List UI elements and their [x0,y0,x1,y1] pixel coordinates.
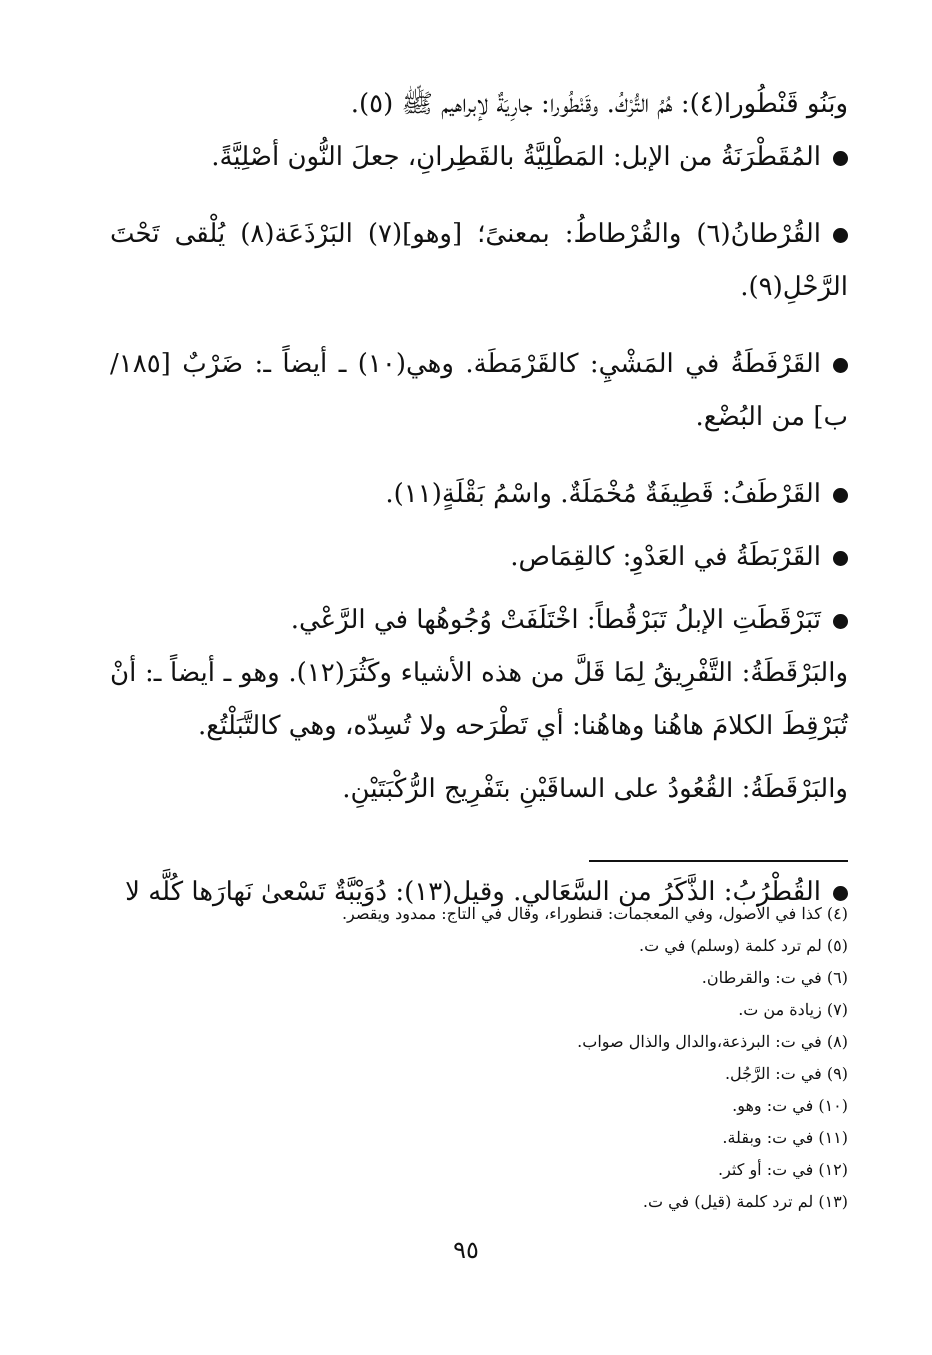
bullet-icon [833,228,848,243]
entry-text: والبَرْقَطَةُ: القُعُودُ على الساقَيْنِ بتَفْرِيج الرُّكْبَتَيْنِ. [342,774,848,804]
entry-tabarqata [110,594,848,647]
paragraph-continuation [110,78,848,131]
footnote-item: (٩) في ت: الرَّجُل. [724,1064,848,1083]
footnote-item: (١٢) في ت: أو كثر. [718,1160,848,1179]
entry-text: القَرْبَطَةُ في العَدْوِ: كالقِمَاص. [510,542,821,572]
entry-text: المُقَطْرَنَةُ من الإبل: المَطْلِيَّةُ بالقَطِرانِ، جعلَ النُّون أصْلِيَّةً. [211,142,821,172]
footnote-item: (٧) زيادة من ت. [738,1000,848,1019]
footnotes [110,898,848,1218]
footnote-item: (٦) في ت: والقرطان. [701,968,848,987]
footnote-item: (١٠) في ت: وهو. [732,1096,848,1115]
paragraph-text: وبَنُو قَنْطُورا(٤): هُمُ التُّرْكُ. وقَنْطُورا: جارِيَةٌ لإبراهيم ﷺ (٥). [350,89,848,119]
bullet-icon [833,551,848,566]
entry-qarfata [110,338,848,444]
bullet-icon [833,614,848,629]
entry-muqatrana [110,131,848,184]
footnote-item: (١١) في ت: وبقلة. [722,1128,848,1147]
footnote-item: (٨) في ت: البرذعة،والدال والذال صواب. [577,1032,848,1051]
entry-text: تَبَرْقَطَتِ الإبلُ تَبَرْقُطاً: اخْتَلَفَتْ وُجُوهُها في الرَّعْي. [290,605,821,635]
entry-text: القَرْفَطَةُ في المَشْيِ: كالقَرْمَطَة. وهي(١٠) ـ أيضاً ـ: ضَرْبٌ [١٨٥/ب] من البُضْع. [110,349,848,432]
entry-text: والبَرْقَطَةُ: التَّفْرِيقُ لِمَا قَلَّ من هذه الأشياء وكَثُرَ(١٢). وهو ـ أيضاً ـ: أنْ تُبَرْقِطَ الكلامَ هاهُنا وهاهُنا: أي تَطْرَحه ولا تُسِدّه، وهي كالتَّبَلْتُع. [110,658,848,741]
page-number: ٩٥ [453,1236,479,1264]
entry-text: القُطْرُبُ: الذَّكَرُ من السَّعَالي. وقيل(١٣): دُوَيْبَّةٌ تَسْعىٰ نَهارَها كُلَّه لا [125,877,821,907]
entry-text: القَرْطَفُ: قَطِيفَةٌ مُخْمَلَةٌ. واسْمُ بَقْلَةٍ(١١). [385,479,821,509]
bullet-icon [833,358,848,373]
entry-text: القُرْطانُ(٦) والقُرْطاطُ: بمعنىً؛ [وهو](٧) البَرْذَعَة(٨) يُلْقى تَحْتَ الرَّحْلِ(٩). [110,219,848,302]
bullet-icon [833,151,848,166]
main-text [110,78,848,919]
entry-qarbata [110,531,848,584]
footnote-item: (٥) لم ترد كلمة (وسلم) في ت. [639,936,848,955]
entry-barqata-2 [110,763,848,816]
footnote-item: (١٣) لم ترد كلمة (قيل) في ت. [642,1192,848,1211]
entry-barqata-1 [110,647,848,753]
footnote-divider [589,860,848,862]
entry-qartaf [110,468,848,521]
entry-qurtan [110,208,848,314]
bullet-icon [833,488,848,503]
footnote-item: (٤) كذا في الأصول، وفي المعجمات: قنطوراء، وقال في التاج: ممدود ويقصر. [341,904,848,923]
